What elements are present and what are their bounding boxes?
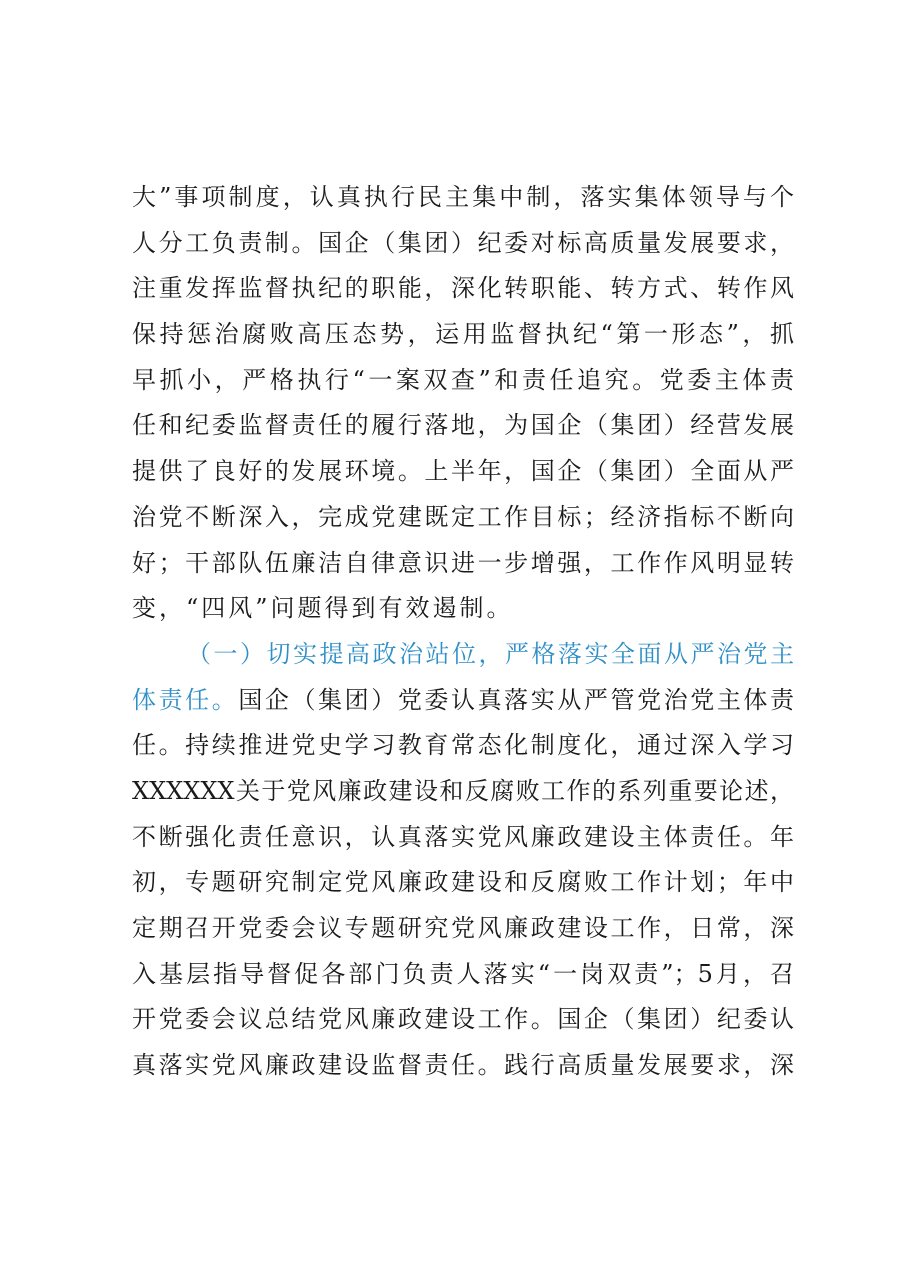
text-line: 治党不断深入，完成党建既定工作目标；经济指标不断向 bbox=[132, 502, 794, 531]
text-line: 注重发挥监督执纪的职能，深化转职能、转方式、转作风 bbox=[132, 274, 794, 303]
paragraph-2 bbox=[132, 632, 794, 1089]
text-line: XXXXXX关于党风廉政建设和反腐败工作的系列重要论述， bbox=[132, 776, 794, 805]
text-line: 好；干部队伍廉洁自律意识进一步增强，工作作风明显转 bbox=[132, 548, 794, 577]
text-line: 初，专题研究制定党风廉政建设和反腐败工作计划；年中 bbox=[132, 868, 794, 897]
text-line: 不断强化责任意识，认真落实党风廉政建设主体责任。年 bbox=[132, 822, 794, 851]
document-body bbox=[132, 175, 794, 1089]
text-span: 国企（集团）党委认真落实从严管党治党主体责 bbox=[238, 685, 795, 714]
section-heading: （一）切实提高政治站位，严格落实全面从严治党主 bbox=[187, 639, 794, 668]
text-line: 保持惩治腐败高压态势，运用监督执纪“第一形态”，抓 bbox=[132, 320, 794, 349]
text-line: 开党委会议总结党风廉政建设工作。国企（集团）纪委认 bbox=[132, 1005, 794, 1034]
text-line: 任。持续推进党史学习教育常态化制度化，通过深入学习 bbox=[132, 731, 794, 760]
section-heading-line bbox=[132, 632, 794, 678]
section-heading-end: 体责任。 bbox=[132, 685, 239, 714]
text-line: 真落实党风廉政建设监督责任。践行高质量发展要求，深 bbox=[132, 1051, 794, 1080]
text-line: 早抓小，严格执行“一案双查”和责任追究。党委主体责 bbox=[132, 365, 794, 394]
text-line: 入基层指导督促各部门负责人落实“一岗双责”；5月，召 bbox=[132, 959, 794, 988]
paragraph-1 bbox=[132, 175, 794, 632]
text-line: 大”事项制度，认真执行民主集中制，落实集体领导与个 bbox=[132, 183, 794, 211]
text-line: 变，“四风”问题得到有效遏制。 bbox=[132, 594, 514, 623]
text-line bbox=[132, 678, 794, 724]
text-line: 人分工负责制。国企（集团）纪委对标高质量发展要求， bbox=[132, 228, 794, 257]
text-line: 提供了良好的发展环境。上半年，国企（集团）全面从严 bbox=[132, 457, 794, 486]
text-line: 定期召开党委会议专题研究党风廉政建设工作，日常，深 bbox=[132, 914, 794, 942]
text-line: 任和纪委监督责任的履行落地，为国企（集团）经营发展 bbox=[132, 411, 794, 440]
